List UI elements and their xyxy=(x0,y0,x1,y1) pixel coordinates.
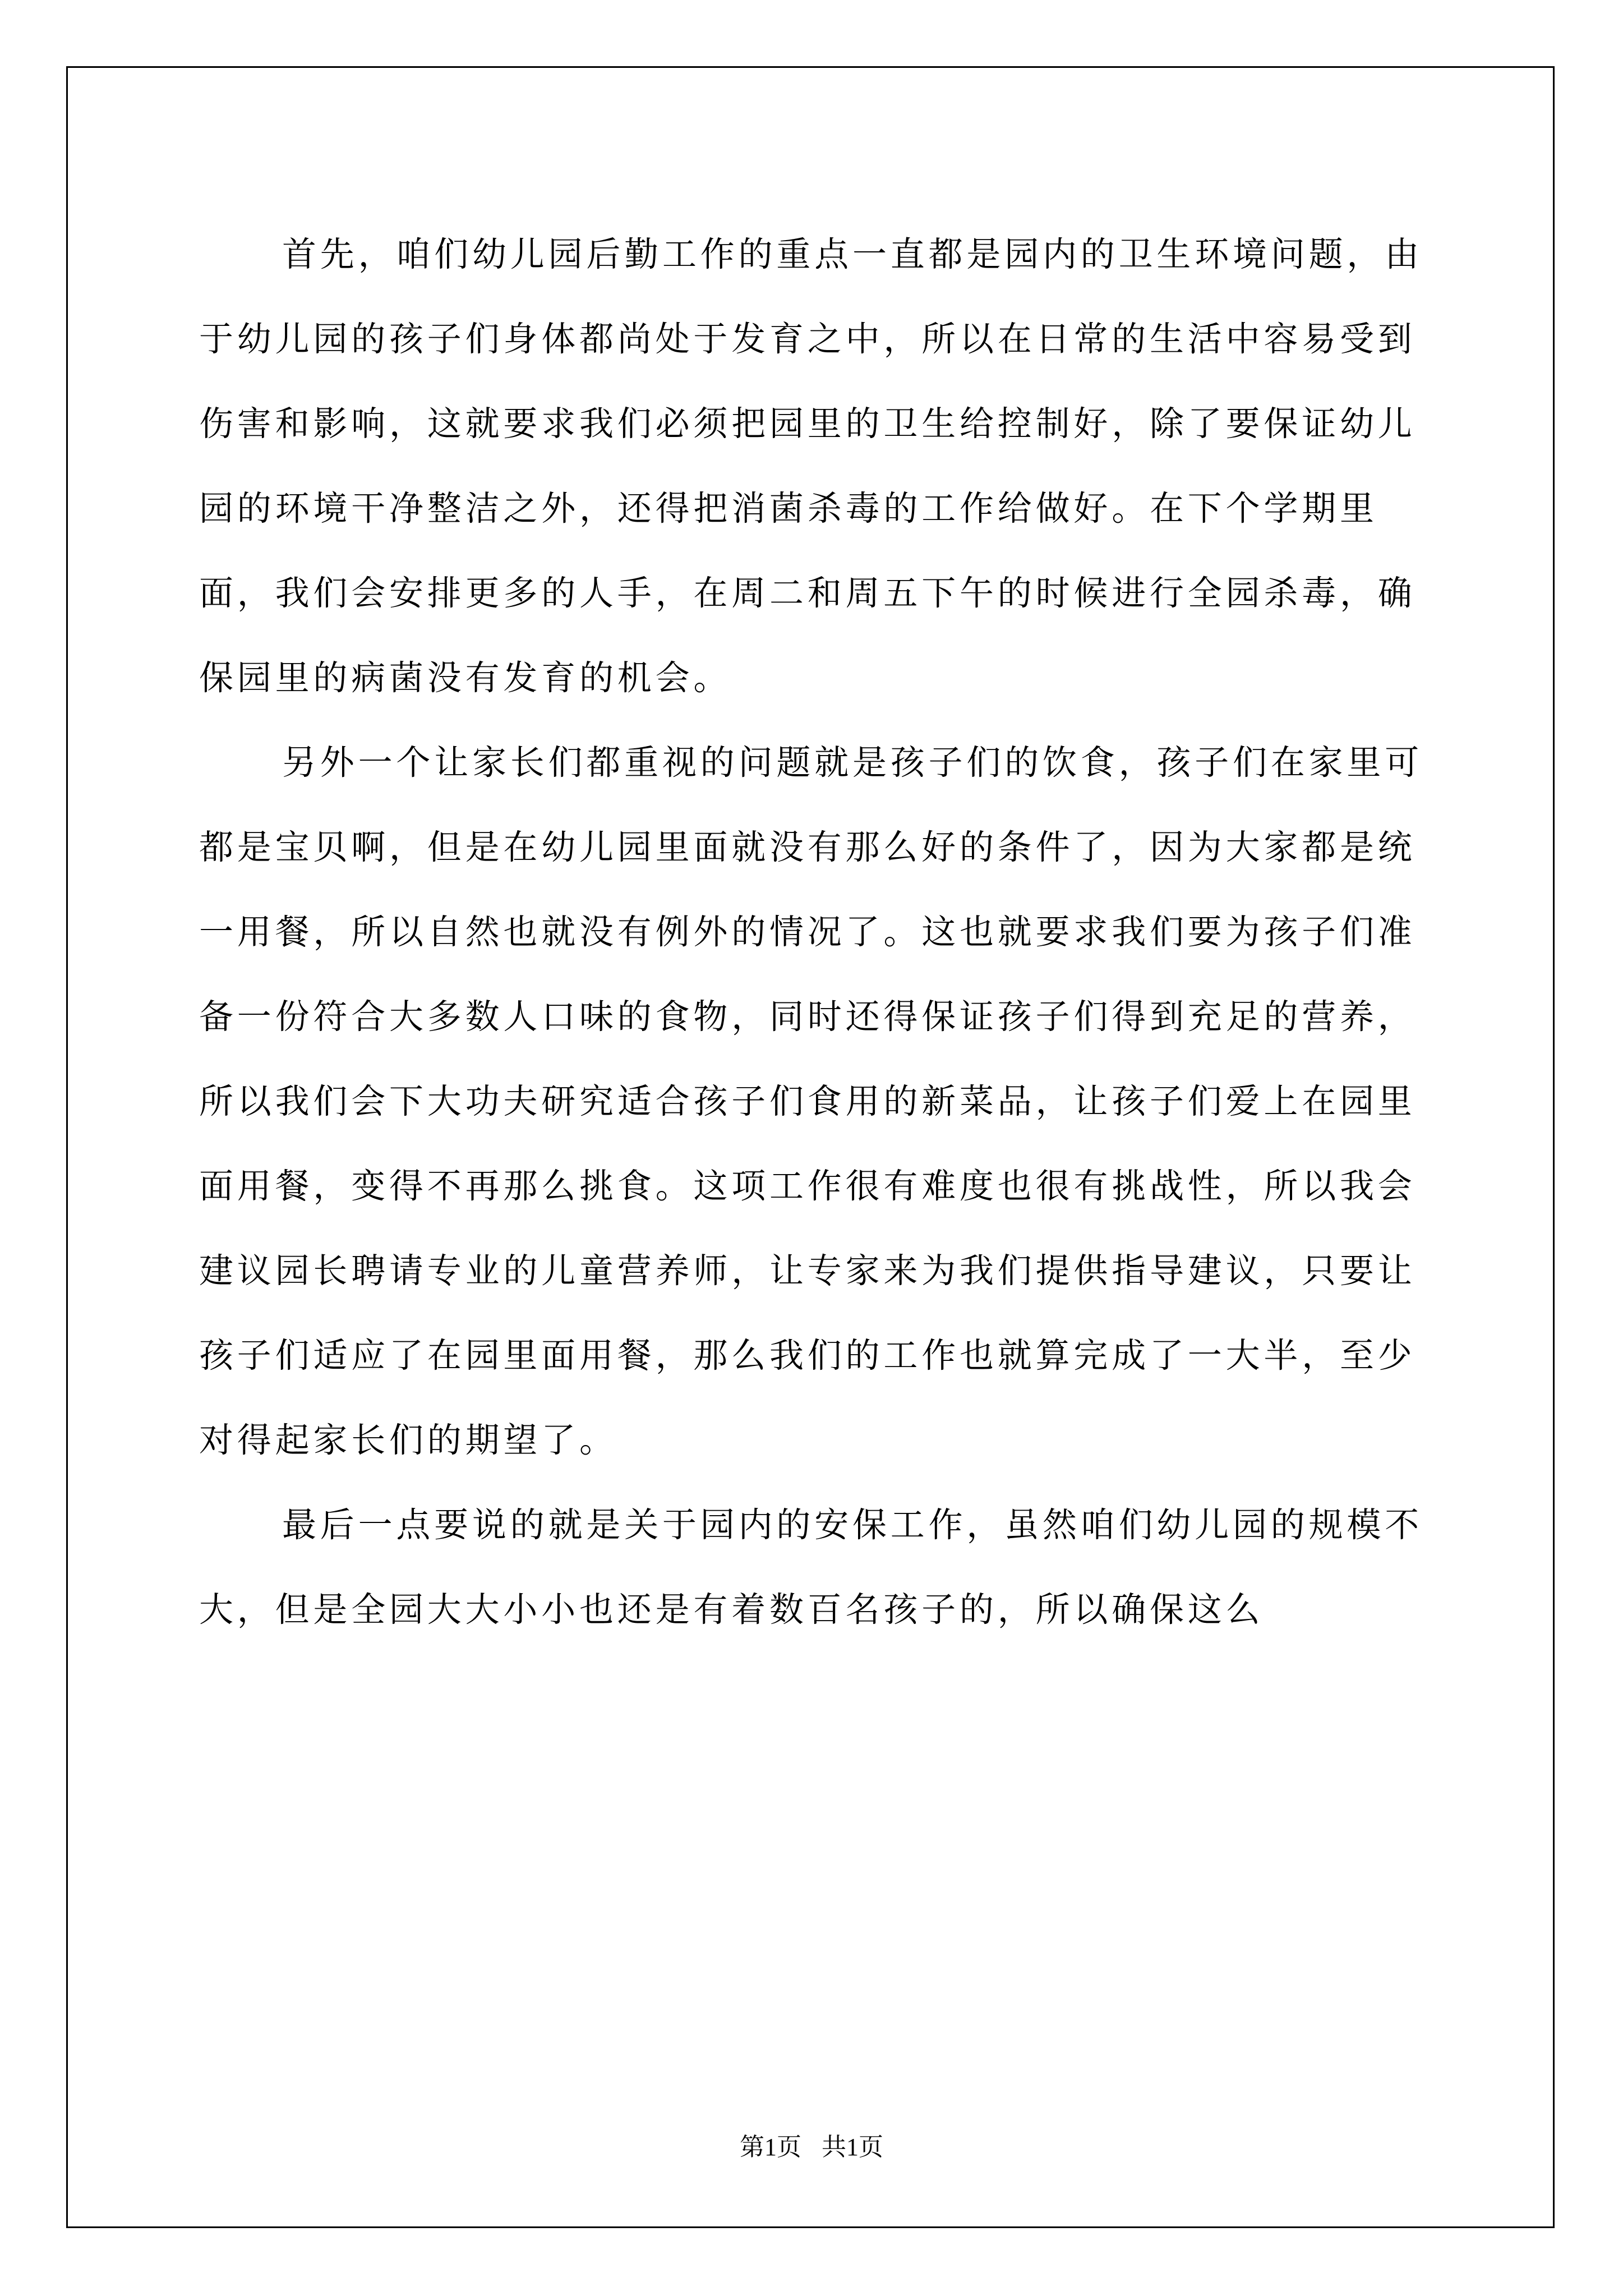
paragraph-hygiene: 首先，咱们幼儿园后勤工作的重点一直都是园内的卫生环境问题，由于幼儿园的孩子们身体都尚处于发育之中，所以在日常的生活中容易受到伤害和影响，这就要求我们必须把园里的卫生给控制好，除了要保证幼儿园的环境干净整洁之外，还得把消菌杀毒的工作给做好。在下个学期里面，我们会安排更多的人手，在周二和周五下午的时候进行全园杀毒，确保园里的病菌没有发育的机会。 xyxy=(199,234,1423,698)
paragraph-security: 最后一点要说的就是关于园内的安保工作，虽然咱们幼儿园的规模不大，但是全园大大小小也还是有着数百名孩子的，所以确保这么 xyxy=(199,1505,1423,1630)
document-body xyxy=(199,212,1430,1652)
page-footer xyxy=(0,2131,1623,2164)
page-number: 第1页 xyxy=(740,2133,801,2161)
page-total: 共1页 xyxy=(822,2133,883,2161)
paragraph-diet: 另外一个让家长们都重视的问题就是孩子们的饮食，孩子们在家里可都是宝贝啊，但是在幼儿园里面就没有那么好的条件了，因为大家都是统一用餐，所以自然也就没有例外的情况了。这也就要求我们要为孩子们准备一份符合大多数人口味的食物，同时还得保证孩子们得到充足的营养，所以我们会下大功夫研究适合孩子们食用的新菜品，让孩子们爱上在园里面用餐，变得不再那么挑食。这项工作很有难度也很有挑战性，所以我会建议园长聘请专业的儿童营养师，让专家来为我们提供指导建议，只要让孩子们适应了在园里面用餐，那么我们的工作也就算完成了一大半，至少对得起家长们的期望了。 xyxy=(199,743,1423,1460)
